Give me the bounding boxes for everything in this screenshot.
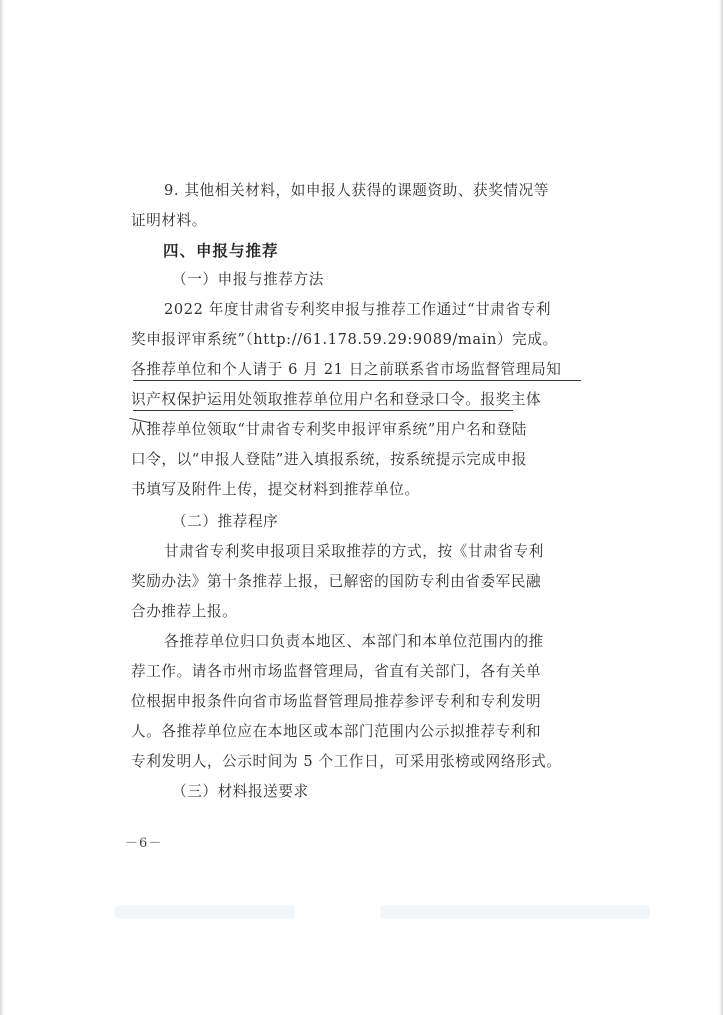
handwritten-underline-2 bbox=[133, 410, 513, 411]
handwritten-underline-1 bbox=[133, 380, 581, 381]
body-line-17: 专利发明人，公示时间为 5 个工作日，可采用张榜或网络形式。 bbox=[131, 753, 562, 770]
body-line-14: 荐工作。请各市州市场监督管理局，省直有关部门，各有关单 bbox=[131, 663, 542, 680]
body-line-15: 位根据申报条件向省市场监督管理局推荐参评专利和专利发明 bbox=[131, 693, 542, 710]
subheading-1: （一）申报与推荐方法 bbox=[172, 271, 324, 288]
body-line-16: 人。各推荐单位应在本地区或本部门范围内公示拟推荐专利和 bbox=[131, 723, 542, 740]
section-heading-4: 四、申报与推荐 bbox=[163, 242, 279, 260]
body-line-6: 识产权保护运用处领取推荐单位用户名和登录口令。报奖主体 bbox=[131, 391, 542, 408]
subheading-3: （三）材料报送要求 bbox=[172, 783, 309, 800]
page-number: －6－ bbox=[125, 836, 163, 851]
body-line-2: 证明材料。 bbox=[131, 212, 207, 229]
body-line-11: 奖励办法》第十条推荐上报，已解密的国防专利由省委军民融 bbox=[131, 573, 542, 590]
page-edge-left bbox=[0, 0, 4, 1015]
subheading-2: （二）推荐程序 bbox=[172, 513, 279, 530]
body-line-1: 9. 其他相关材料，如申报人获得的课题资助、获奖情况等 bbox=[164, 182, 550, 199]
scan-artifact-2 bbox=[380, 905, 650, 919]
scan-artifact-1 bbox=[115, 905, 295, 919]
body-line-10: 甘肃省专利奖申报项目采取推荐的方式，按《甘肃省专利 bbox=[164, 543, 544, 560]
body-line-9: 书填写及附件上传，提交材料到推荐单位。 bbox=[131, 481, 420, 498]
body-line-8: 口令，以“申报人登陆”进入填报系统，按系统提示完成申报 bbox=[131, 451, 527, 468]
body-line-12: 合办推荐上报。 bbox=[131, 603, 238, 620]
body-line-13: 各推荐单位归口负责本地区、本部门和本单位范围内的推 bbox=[164, 633, 544, 650]
page-edge-right bbox=[719, 0, 723, 1015]
body-line-4: 奖申报评审系统”（http://61.178.59.29:9089/main）完成。 bbox=[131, 331, 558, 348]
body-line-5: 各推荐单位和个人请于 6 月 21 日之前联系省市场监督管理局知 bbox=[131, 361, 562, 378]
body-line-3: 2022 年度甘肃省专利奖申报与推荐工作通过“甘肃省专利 bbox=[164, 301, 552, 318]
body-line-7: 从推荐单位领取“甘肃省专利奖申报评审系统”用户名和登陆 bbox=[131, 421, 527, 438]
